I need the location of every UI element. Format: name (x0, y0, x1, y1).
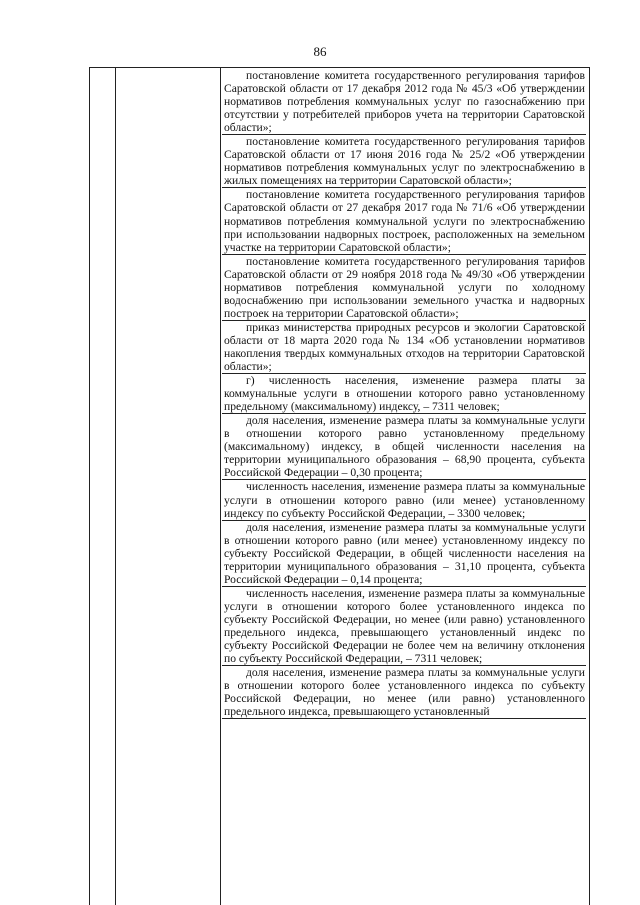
paragraph: постановление комитета государственного регулирования тарифов Саратовской области от 29 ноября 2018 года № 49/30 «Об утверждении нормативов потребления коммунальной услуги по холодному водоснабжению при использовании земельного участка и надворных построек на территории Саратовской области»; (224, 254, 585, 320)
paragraph: приказ министерства природных ресурсов и экологии Саратовской области от 18 марта 2020 года № 134 «Об установлении нормативов накопления твердых коммунальных отходов на территории Саратовской области»; (224, 320, 585, 374)
paragraph: доля населения, изменение размера платы за коммунальные услуги в отношении которого равно (или менее) установленному индексу по субъекту Российской Федерации, в общей численности населения на территории муниципального образования – 31,10 процента, субъекта Российской Федерации – 0,14 процента; (224, 520, 585, 586)
paragraph: г) численность населения, изменение размера платы за коммунальные услуги в отношении которого равно установленному предельному (максимальному) индексу, – 7311 человек; (224, 374, 585, 414)
paragraph: постановление комитета государственного регулирования тарифов Саратовской области от 17 июня 2016 года № 25/2 «Об утверждении нормативов потребления коммунальных услуг по электроснабжению в жилых помещениях на территории Саратовской области»; (224, 135, 585, 188)
paragraph: численность населения, изменение размера платы за коммунальные услуги в отношении которого более установленного индекса по субъекту Российской Федерации, но менее (или равно) установленного предельного индекса, превышающего установленный индекс по субъекту Российской Федерации не более чем на величину отклонения по субъекту Российской Федерации, – 7311 человек; (224, 586, 585, 666)
document-table (89, 67, 590, 905)
paragraph: доля населения, изменение размера платы за коммунальные услуги в отношении которого равно установленному предельному (максимальному) индексу, в общей численности населения на территории муниципального образования – 68,90 процента, субъекта Российской Федерации – 0,30 процента; (224, 414, 585, 480)
paragraph: постановление комитета государственного регулирования тарифов Саратовской области от 27 декабря 2017 года № 71/6 «Об утверждении нормативов потребления коммунальной услуги по электроснабжению при использовании надворных построек, расположенных на земельном участке на территории Саратовской области»; (224, 188, 585, 254)
table-column-divider (115, 68, 116, 905)
page-number: 86 (313, 44, 327, 59)
paragraph: доля населения, изменение размера платы за коммунальные услуги в отношении которого более установленного индекса по субъекту Российской Федерации, но менее (или равно) установленного предельного индекса, превышающего установленный (224, 666, 585, 719)
paragraph: постановление комитета государственного регулирования тарифов Саратовской области от 17 декабря 2012 года № 45/3 «Об утверждении нормативов потребления коммунальных услуг по газоснабжению при отсутствии у потребителей приборов учета на территории Саратовской области»; (224, 69, 585, 135)
table-column-divider (220, 68, 221, 905)
paragraph: численность населения, изменение размера платы за коммунальные услуги в отношении которого равно (или менее) установленному индексу по субъекту Российской Федерации, – 3300 человек; (224, 480, 585, 520)
table-content-cell (222, 69, 586, 905)
